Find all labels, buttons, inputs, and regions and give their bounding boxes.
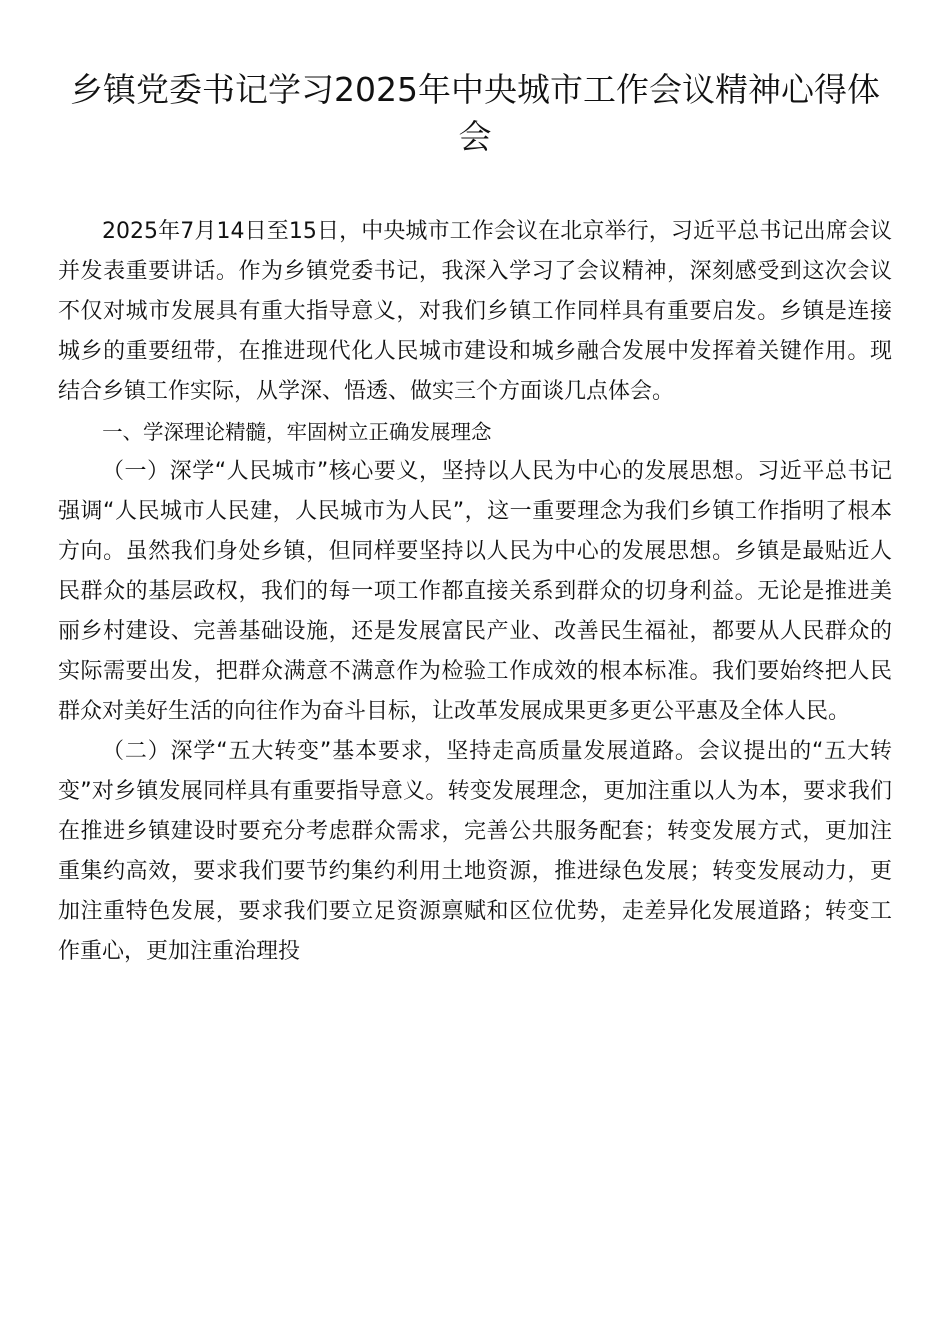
document-title: 乡镇党委书记学习2025年中央城市工作会议精神心得体会 — [70, 70, 880, 156]
subsection-paragraph-2: （二）深学“五大转变”基本要求，坚持走高质量发展道路。会议提出的“五大转变”对乡镇发展同样具有重要指导意义。转变发展理念，更加注重以人为本，要求我们在推进乡镇建设时要充分考虑群众需求，完善公共服务配套；转变发展方式，更加注重集约高效，要求我们要节约集约利用土地资源，推进绿色发展；转变发展动力，更加注重特色发展，要求我们要立足资源禀赋和区位优势，走差异化发展道路；转变工作重心，更加注重治理投 — [58, 739, 892, 964]
subsection-paragraph-1: （一）深学“人民城市”核心要义，坚持以人民为中心的发展思想。习近平总书记强调“人民城市人民建，人民城市为人民”，这一重要理念为我们乡镇工作指明了根本方向。虽然我们身处乡镇，但同样要坚持以人民为中心的发展思想。乡镇是最贴近人民群众的基层政权，我们的每一项工作都直接关系到群众的切身利益。无论是推进美丽乡村建设、完善基础设施，还是发展富民产业、改善民生福祉，都要从人民群众的实际需要出发，把群众满意不满意作为检验工作成效的根本标准。我们要始终把人民群众对美好生活的向往作为奋斗目标，让改革发展成果更多更公平惠及全体人民。 — [58, 459, 892, 724]
document-body — [58, 212, 892, 972]
section-heading: 一、学深理论精髓，牢固树立正确发展理念 — [102, 420, 492, 444]
intro-paragraph: 2025年7月14日至15日，中央城市工作会议在北京举行，习近平总书记出席会议并发表重要讲话。作为乡镇党委书记，我深入学习了会议精神，深刻感受到这次会议不仅对城市发展具有重大指导意义，对我们乡镇工作同样具有重要启发。乡镇是连接城乡的重要纽带，在推进现代化人民城市建设和城乡融合发展中发挥着关键作用。现结合乡镇工作实际，从学深、悟透、做实三个方面谈几点体会。 — [58, 219, 892, 404]
